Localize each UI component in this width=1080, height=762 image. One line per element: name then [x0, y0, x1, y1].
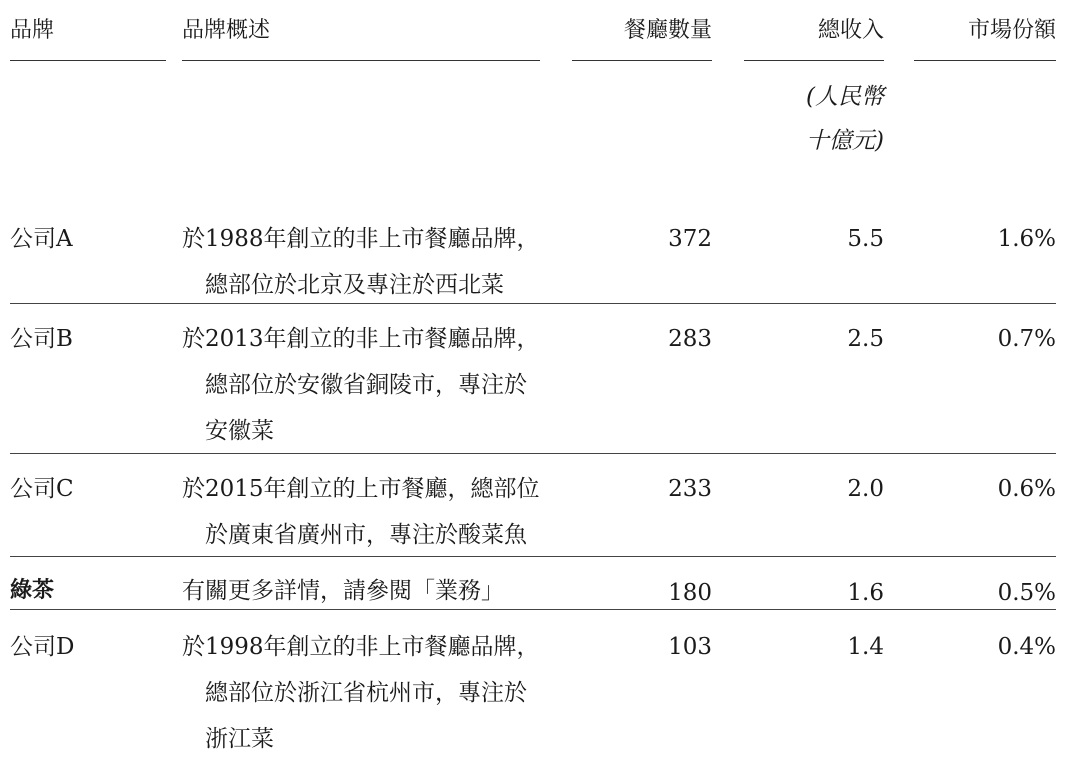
row-share: 0.6%: [997, 476, 1056, 502]
overview-line: 於1988年創立的非上市餐廳品牌，: [182, 226, 540, 252]
header-overview: 品牌概述: [182, 18, 271, 43]
row-brand: 公司D: [10, 634, 75, 660]
header-restaurants: 餐廳數量: [623, 18, 712, 43]
overview-line: 總部位於浙江省杭州市，專注於: [205, 680, 527, 706]
overview-line: 於2015年創立的上市餐廳，總部位: [182, 476, 540, 502]
row-revenue: 1.6: [847, 580, 884, 606]
row-revenue: 2.5: [847, 326, 884, 352]
row-restaurants: 180: [668, 580, 712, 606]
overview-line: 於廣東省廣州市，專注於酸菜魚: [205, 522, 527, 548]
header-underline-revenue: [744, 60, 884, 61]
row-restaurants: 233: [668, 476, 712, 502]
header-brand: 品牌: [10, 18, 55, 43]
header-share: 市場份額: [967, 18, 1056, 43]
row-share: 1.6%: [997, 226, 1056, 252]
row-revenue: 1.4: [847, 634, 884, 660]
overview-line: 於1998年創立的非上市餐廳品牌，: [182, 634, 540, 660]
row-share: 0.7%: [997, 326, 1056, 352]
row-brand: 公司A: [10, 226, 73, 252]
row-brand: 公司C: [10, 476, 74, 502]
overview-line: 總部位於安徽省銅陵市，專注於: [205, 372, 527, 398]
row-share: 0.4%: [997, 634, 1056, 660]
row-brand-highlight: 綠茶: [10, 578, 55, 603]
row-overview: [182, 316, 540, 454]
overview-line: 浙江菜: [205, 726, 274, 752]
row-brand: 公司B: [10, 326, 73, 352]
overview-line: 安徽菜: [205, 418, 274, 444]
revenue-unit-line2: 十億元): [806, 128, 884, 154]
row-divider: [10, 453, 1056, 454]
row-divider: [10, 303, 1056, 304]
overview-line: 有關更多詳情，請參閱「業務」: [182, 578, 504, 604]
row-overview: [182, 568, 504, 614]
header-revenue: 總收入: [817, 18, 884, 43]
header-underline-overview: [182, 60, 540, 61]
row-restaurants: 103: [668, 634, 712, 660]
overview-line: 總部位於北京及專注於西北菜: [205, 272, 504, 298]
header-underline-share: [914, 60, 1056, 61]
row-overview: [182, 466, 540, 558]
row-revenue: 5.5: [847, 226, 884, 252]
header-underline-restaurants: [572, 60, 712, 61]
row-share: 0.5%: [997, 580, 1056, 606]
row-restaurants: 283: [668, 326, 712, 352]
row-revenue: 2.0: [847, 476, 884, 502]
row-restaurants: 372: [668, 226, 712, 252]
row-divider: [10, 609, 1056, 610]
row-divider: [10, 556, 1056, 557]
row-overview: [182, 624, 540, 762]
overview-line: 於2013年創立的非上市餐廳品牌，: [182, 326, 540, 352]
revenue-unit-line1: (人民幣: [806, 84, 884, 110]
row-overview: [182, 216, 540, 308]
header-underline-brand: [10, 60, 166, 61]
